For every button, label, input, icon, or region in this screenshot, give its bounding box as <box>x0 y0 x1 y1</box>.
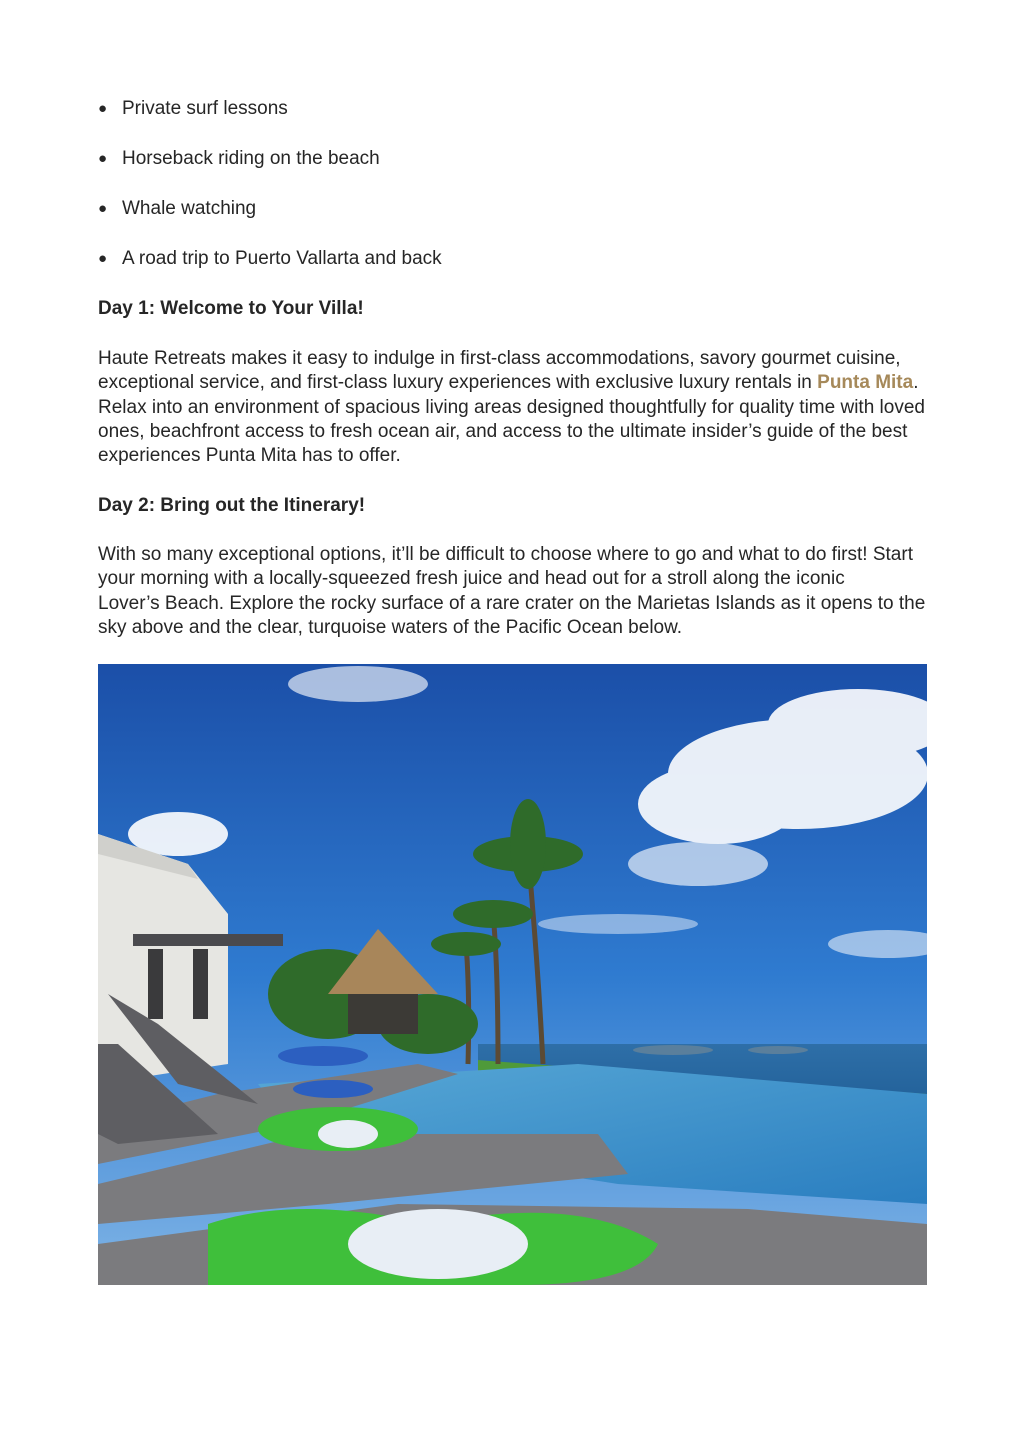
bullet-icon: ● <box>98 100 108 117</box>
list-item: ● Horseback riding on the beach <box>98 146 442 196</box>
bullet-icon: ● <box>98 200 108 217</box>
list-item: ● A road trip to Puerto Vallarta and back <box>98 246 442 296</box>
day1-paragraph: Haute Retreats makes it easy to indulge in first-class accommodations, savory gourmet cuisine, exceptional service, and first-class luxury experiences with exclusive luxury rentals in Punta Mita. Relax into an environment of spacious living areas designed thoughtfully for quality time with loved ones, beachfront access to fresh ocean air, and access to the ultimate insider’s guide of the best experiences Punta Mita has to offer. <box>98 348 925 467</box>
bullet-icon: ● <box>98 250 108 267</box>
day2-heading: Day 2: Bring out the Itinerary! <box>98 495 366 516</box>
list-item: ● Whale watching <box>98 196 442 246</box>
day2-paragraph: With so many exceptional options, it’ll be difficult to choose where to go and what to do first! Start your morning with a locally-squeezed fresh juice and head out for a stroll along the iconic Lover’s Beach. Explore the rocky surface of a rare crater on the Marietas Islands as it opens to the sky above and the clear, turquoise waters of the Pacific Ocean below. <box>98 544 926 638</box>
punta-mita-link[interactable]: Punta Mita <box>817 372 914 394</box>
day1-heading: Day 1: Welcome to Your Villa! <box>98 298 364 319</box>
list-item: ● Private surf lessons <box>98 96 442 146</box>
villa-pool-photo <box>98 664 927 1285</box>
bullet-icon: ● <box>98 150 108 167</box>
activity-list <box>98 96 442 296</box>
